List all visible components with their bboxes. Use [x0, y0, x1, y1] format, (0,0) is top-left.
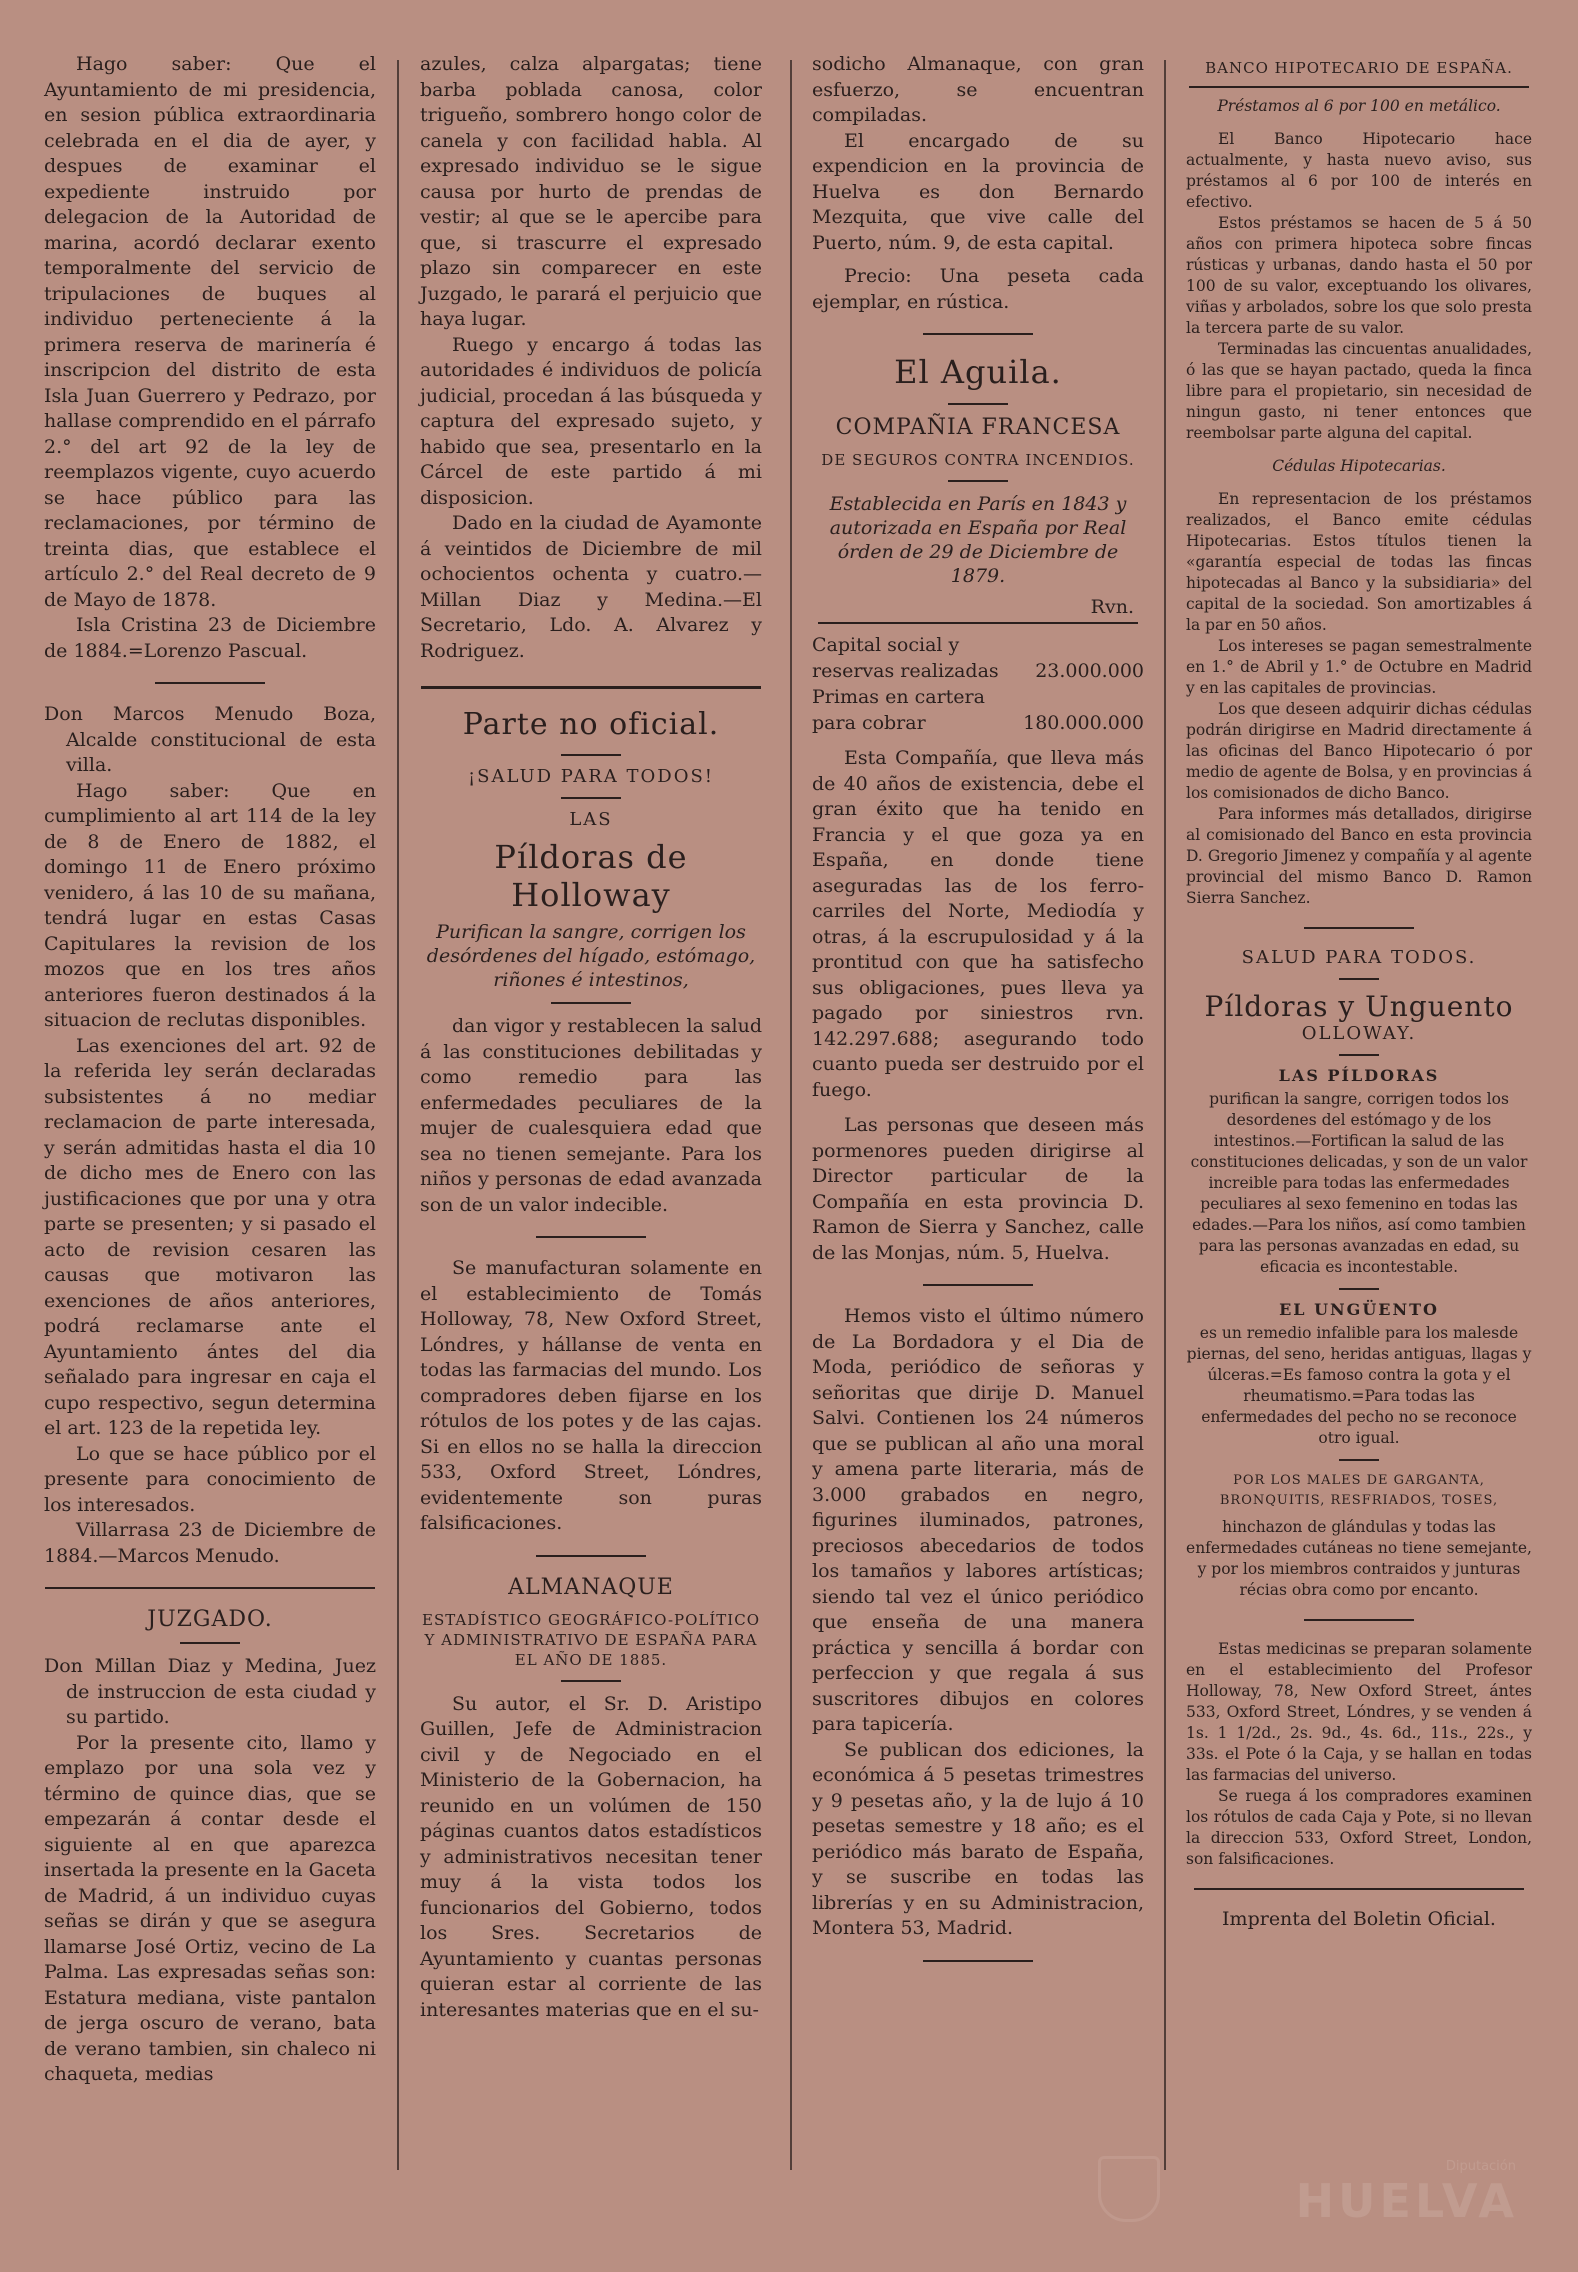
almanaque-continuation: sodicho Almanaque, con gran esfuerzo, se encuentran compiladas.	[812, 53, 1144, 126]
separator	[923, 1960, 1033, 1962]
ad-title-holloway: OLLOWAY.	[1301, 1023, 1417, 1044]
notice-heading: Don Marcos Menudo Boza, Alcalde constitucional de esta villa.	[44, 703, 376, 776]
bordadora-paragraph: Hemos visto el último número de La Bordadora y el Dia de Moda, periódico de señoras y señoritas que dirije D. Manuel Salvi. Contienen los 24 números que se publican al año una moral y amena parte literaria, más de 3.000 grabados en negro, figurines iluminados, patrones, preciosos abecedarios de todos los tamaños y labores artísticas; siendo tal vez el único periódico que enseña de una manera práctica y sencilla á bordar con perfeccion y que regala á sus suscritores dibujos en colores para tapicería.	[812, 1305, 1144, 1735]
notice-villarrasa: Hago saber: Que en cumplimiento al art 114 de la ley de 8 de Enero de 1882, el domingo 11 de Enero próximo venidero, á las 10 de su mañana, tendrá lugar en estas Casas Capitulares la revision de los mozos que en los tres años anteriores fueron destinados á la situacion de reclutas disponibles.	[44, 779, 376, 1031]
ad-paragraph: es un remedio infalible para los malesde piernas, del seno, heridas antiguas, llagas y úlceras.=Es famoso contra la gota y el rheumatismo.=Para todas las enfermedades del pecho no se reconoce otro igual.	[1186, 1324, 1532, 1447]
separator	[1339, 1459, 1379, 1461]
primas-label: Primas en cartera para cobrar	[812, 686, 985, 734]
notice-isla-cristina: Hago saber: Que el Ayuntamiento de mi presidencia, en sesion pública extraordinaria celebrada en el dia de ayer, y despues de examinar el expediente instruido por delegacion de la Autoridad de marina, acordó declarar exento temporalmente del servicio de tripulaciones de buques al individuo perteneciente á la primera reserva de marinería é inscripcion del distrito de esta Isla Juan Guerrero y Pedrazo, por hallase comprendido en el párrafo 2.° del art 92 de la ley de reemplazos vigente, cuyo acuerdo se hace público para las reclamaciones, por término de treinta dias, que establece el artículo 2.° del Real decreto de 9 de Mayo de 1878.	[44, 53, 376, 611]
notice-paragraph: Lo que se hace público por el presente para conocimiento de los interesados.	[44, 1442, 376, 1516]
ad-subtitle: Purifican la sangre, corrigen los desórdenes del hígado, estómago, riñones é intestinos,	[426, 921, 756, 991]
primas-row	[812, 684, 1144, 736]
signature: Villarrasa 23 de Diciembre de 1884.—Marcos Menudo.	[44, 1519, 376, 1567]
compania-subtitle: DE SEGUROS CONTRA INCENDIOS.	[821, 451, 1135, 469]
separator	[1189, 86, 1529, 88]
column-2	[420, 52, 762, 2023]
column-rule	[397, 60, 399, 2170]
compania-paragraph: Las personas que deseen más pormenores pueden dirigirse al Director particular de la Compañía en esta provincia D. Ramon de Sierra y Sanchez, calle de las Monjas, núm. 5, Huelva.	[812, 1114, 1144, 1264]
almanaque-paragraph: El encargado de su expendicion en la provincia de Huelva es don Bernardo Mezquita, que vive calle del Puerto, núm. 9, de esta capital.	[812, 129, 1144, 254]
separator	[1339, 978, 1379, 980]
watermark-subtitle: Diputación	[1445, 2159, 1516, 2174]
ad-paragraph: dan vigor y restablecen la salud á las constituciones debilitadas y como remedio para las enfermedades peculiares de la mujer de cualesquiera edad que sea no tienen semejante. Para los niños y personas de edad avanzada son de un valor indecible.	[420, 1015, 762, 1216]
banco-paragraph: Los que deseen adquirir dichas cédulas podrán dirigirse en Madrid directamente á las oficinas del Banco Hipotecario ó por medio de agente de Bolsa, y en provincias á los comisionados de dicho Banco.	[1186, 700, 1532, 802]
separator	[536, 1555, 646, 1557]
separator	[561, 1680, 621, 1682]
ad-paragraph: hinchazon de glándulas y todas las enfermedades cutáneas no tiene semejante, y por los miembros contraidos y junturas récias obra como por encanto.	[1186, 1518, 1532, 1599]
separator	[923, 1284, 1033, 1286]
separator	[180, 1642, 240, 1644]
ad-title-pildoras-unguento: Píldoras y Unguento	[1204, 990, 1514, 1023]
ad-title-aguila: El Aguila.	[894, 353, 1062, 391]
column-4	[1186, 52, 1532, 1930]
banco-paragraph: Terminadas las cincuentas anualidades, ó las que se hayan pactado, queda la finca libre para el propietario, sin necesidad de ningun gasto, ni tener entonces que reembolsar parte alguna del capital.	[1186, 340, 1532, 442]
almanaque-paragraph: Su autor, el Sr. D. Aristipo Guillen, Jefe de Administracion civil y de Negociado en el Ministerio de la Gobernacion, ha reunido en un volúmen de 150 páginas cuantos datos estadísticos y administrativos necesitan tener muy á la vista todos los funcionarios del Gobierno, todos los Sres. Secretarios de Ayuntamiento y cuantas personas quieran estar al corriente de las interesantes materias que en el su-	[420, 1692, 762, 2021]
separator	[1304, 1619, 1414, 1621]
currency-label: Rvn.	[1090, 596, 1134, 618]
ad-subheading: LAS PÍLDORAS	[1278, 1066, 1440, 1085]
separator	[1194, 1888, 1524, 1890]
capital-value: 23.000.000	[1035, 660, 1144, 682]
almanaque-subtitle: ESTADÍSTICO GEOGRÁFICO-POLÍTICO Y ADMINISTRATIVO DE ESPAÑA PARA EL AÑO DE 1885.	[422, 1610, 760, 1669]
separator	[948, 480, 1008, 482]
separator	[561, 797, 621, 799]
banco-title: BANCO HIPOTECARIO DE ESPAÑA.	[1205, 59, 1513, 77]
ad-headline: SALUD PARA TODOS.	[1241, 947, 1477, 968]
column-rule	[790, 60, 792, 2170]
banco-paragraph: Estos préstamos se hacen de 5 á 50 años con primera hipoteca sobre fincas rústicas y urbanas, dando hasta el 50 por 100 de su valor, exceptuando los olivares, viñas y arbolados, sobre los que solo presta la tercera parte de su valor.	[1186, 214, 1532, 337]
separator	[818, 622, 1138, 624]
compania-established: Establecida en París en 1843 y autorizada en España por Real órden de 29 de Diciembre de 1879.	[829, 493, 1127, 587]
separator	[421, 686, 761, 689]
ad-paragraph: Se ruega á los compradores examinen los rótulos de cada Caja y Pote, si no llevan la direccion 533, Oxford Street, London, son falsificaciones.	[1186, 1787, 1532, 1868]
ad-small-caps: LAS	[569, 809, 613, 830]
section-title-parte: Parte no oficial.	[462, 707, 720, 742]
separator	[155, 682, 265, 684]
notice-heading: Don Millan Diaz y Medina, Juez de instruccion de esta ciudad y su partido.	[44, 1655, 376, 1728]
separator	[1339, 1288, 1379, 1290]
ad-paragraph: Se manufacturan solamente en el establecimiento de Tomás Holloway, 78, New Oxford Street, Lóndres, y hállanse de venta en todas las farmacias del mundo. Los compradores deben fijarse en los rótulos de los potes y de las cajas. Si en ellos no se halla la direccion 533, Oxford Street, Lóndres, evidentemente son puras falsificaciones.	[420, 1257, 762, 1534]
almanaque-price: Precio: Una peseta cada ejemplar, en rústica.	[812, 265, 1144, 313]
primas-value: 180.000.000	[1023, 712, 1144, 734]
compania-paragraph: Esta Compañía, que lleva más de 40 años de existencia, debe el gran éxito que ha tenido en Francia y el que goza ya en España, en donde tiene aseguradas las de los ferro-carriles del Norte, Mediodía y otras, á la escrupulosidad y á la prontitud con que ha satisfecho sus obligaciones, pues lleva ya pagado por siniestros rvn. 142.297.688; asegurando todo cuanto pueda ser destruido por el fuego.	[812, 747, 1144, 1101]
column-1	[44, 52, 376, 2088]
almanaque-title: ALMANAQUE	[508, 1574, 674, 1600]
column-3	[812, 52, 1144, 1980]
watermark-logo: HUELVA	[1295, 2174, 1518, 2228]
separator	[923, 333, 1033, 335]
watermark-shield-icon	[1098, 2156, 1160, 2222]
bordadora-paragraph: Se publican dos ediciones, la económica á 5 pesetas trimestres y 9 pesetas año, y la de lujo á 10 pesetas semestre y 18 año; es el periódico más barato de España, y se suscribe en todas las librerías y en su Administracion, Montera 53, Madrid.	[812, 1738, 1144, 1939]
banco-subtitle: Préstamos al 6 por 100 en metálico.	[1217, 97, 1501, 115]
separator	[948, 403, 1008, 405]
capital-label: Capital social y reservas realizadas	[812, 634, 999, 682]
notice-paragraph: Dado en la ciudad de Ayamonte á veintidos de Diciembre de mil ochocientos ochenta y cuatro.—Millan Diaz y Medina.—El Secretario, Ldo. A. Alvarez y Rodriguez.	[420, 512, 762, 662]
banco-paragraph: En representacion de los préstamos realizados, el Banco emite cédulas Hipotecarias. Estos títulos tienen la «garantía especial de todas las fincas hipotecadas al Banco y la subsidiaria» del capital de la sociedad. Son amortizables á la par en 50 años.	[1186, 490, 1532, 634]
separator	[561, 754, 621, 756]
imprenta-footer: Imprenta del Boletin Oficial.	[1222, 1908, 1496, 1930]
separator	[1339, 1054, 1379, 1056]
signature: Isla Cristina 23 de Diciembre de 1884.=Lorenzo Pascual.	[44, 614, 376, 662]
notice-paragraph: Ruego y encargo á todas las autoridades é individuos de policía judicial, procedan á las búsqueda y captura del expresado sujeto, y habido que sea, presentarlo en la Cárcel de este partido á mi disposicion.	[420, 333, 762, 509]
ad-title-pildoras: Píldoras de Holloway	[494, 838, 688, 914]
ad-subheading: EL UNGÜENTO	[1279, 1300, 1439, 1319]
notice-juzgado: Por la presente cito, llamo y emplazo por una sola vez y término de quince dias, que se empezarán á contar desde el siguiente al en que aparezca insertada la presente en la Gaceta de Madrid, á un individuo cuyas señas se dirán y que se asegura llamarse José Ortiz, vecino de La Palma. Las expresadas señas son: Estatura mediana, viste pantalon de jerga oscuro de verano, bata de verano tambien, sin chaleco ni chaqueta, medias	[44, 1731, 376, 2085]
notice-continuation: azules, calza alpargatas; tiene barba poblada canosa, color trigueño, sombrero hongo color de canela y con facilidad habla. Al expresado individuo se le sigue causa por hurto de prendas de vestir; al que se le apercibe para que, si trascurre el expresado plazo sin comparecer en este Juzgado, le parará el perjuicio que haya lugar.	[420, 53, 762, 330]
separator	[536, 1236, 646, 1238]
separator	[1304, 927, 1414, 929]
separator	[551, 1002, 631, 1004]
compania-title: COMPAÑIA FRANCESA	[835, 415, 1121, 440]
capital-row	[812, 632, 1144, 684]
banco-paragraph: El Banco Hipotecario hace actualmente, y hasta nuevo aviso, sus préstamos al 6 por 100 de interés en efectivo.	[1186, 130, 1532, 211]
section-title-juzgado: JUZGADO.	[147, 1607, 273, 1632]
separator	[45, 1587, 375, 1589]
ad-subheading: POR LOS MALES DE GARGANTA, BRONQUITIS, RESFRIADOS, TOSES,	[1219, 1473, 1499, 1508]
notice-paragraph: Las exenciones del art. 92 de la referida ley serán declaradas subsistentes á no mediar reclamacion de parte interesada, y serán admitidas hasta el dia 10 de dicho mes de Enero con las justificaciones que por una y otra parte se presenten; y si pasado el acto de revision cesaren las causas que motivaron las exenciones de años anteriores, podrá reclamarse ante el Ayuntamiento ántes del dia señalado para ingresar en caja el cupo respectivo, segun determina el art. 123 de la repetida ley.	[44, 1034, 376, 1439]
ad-paragraph: purifican la sangre, corrigen todos los desordenes del estómago y de los intestinos.—Fortifican la salud de las constituciones delicadas, y son de un valor increible para todas las enfermedades peculiares al sexo femenino en todas las edades.—Para los niños, así como tambien para las personas avanzadas en edad, su eficacia es incontestable.	[1190, 1090, 1528, 1276]
column-rule	[1164, 60, 1166, 2170]
banco-paragraph: Los intereses se pagan semestralmente en 1.° de Abril y 1.° de Octubre en Madrid y en las capitales de provincias.	[1186, 637, 1532, 697]
ad-paragraph: Estas medicinas se preparan solamente en el establecimiento del Profesor Holloway, 78, New Oxford Street, ántes 533, Oxford Street, Lóndres, y se venden á 1s. 1 1/2d., 2s. 9d., 4s. 6d., 11s., 22s., y 33s. el Pote ó la Caja, y se hallan en todas las farmacias del universo.	[1186, 1640, 1532, 1784]
ad-headline: ¡SALUD PARA TODOS!	[467, 766, 715, 787]
banco-paragraph: Para informes más detallados, dirigirse al comisionado del Banco en esta provincia D. Gregorio Jimenez y compañía y al agente provincial del mismo Banco D. Ramon Sierra Sanchez.	[1186, 805, 1532, 907]
cedulas-subtitle: Cédulas Hipotecarias.	[1272, 457, 1446, 475]
